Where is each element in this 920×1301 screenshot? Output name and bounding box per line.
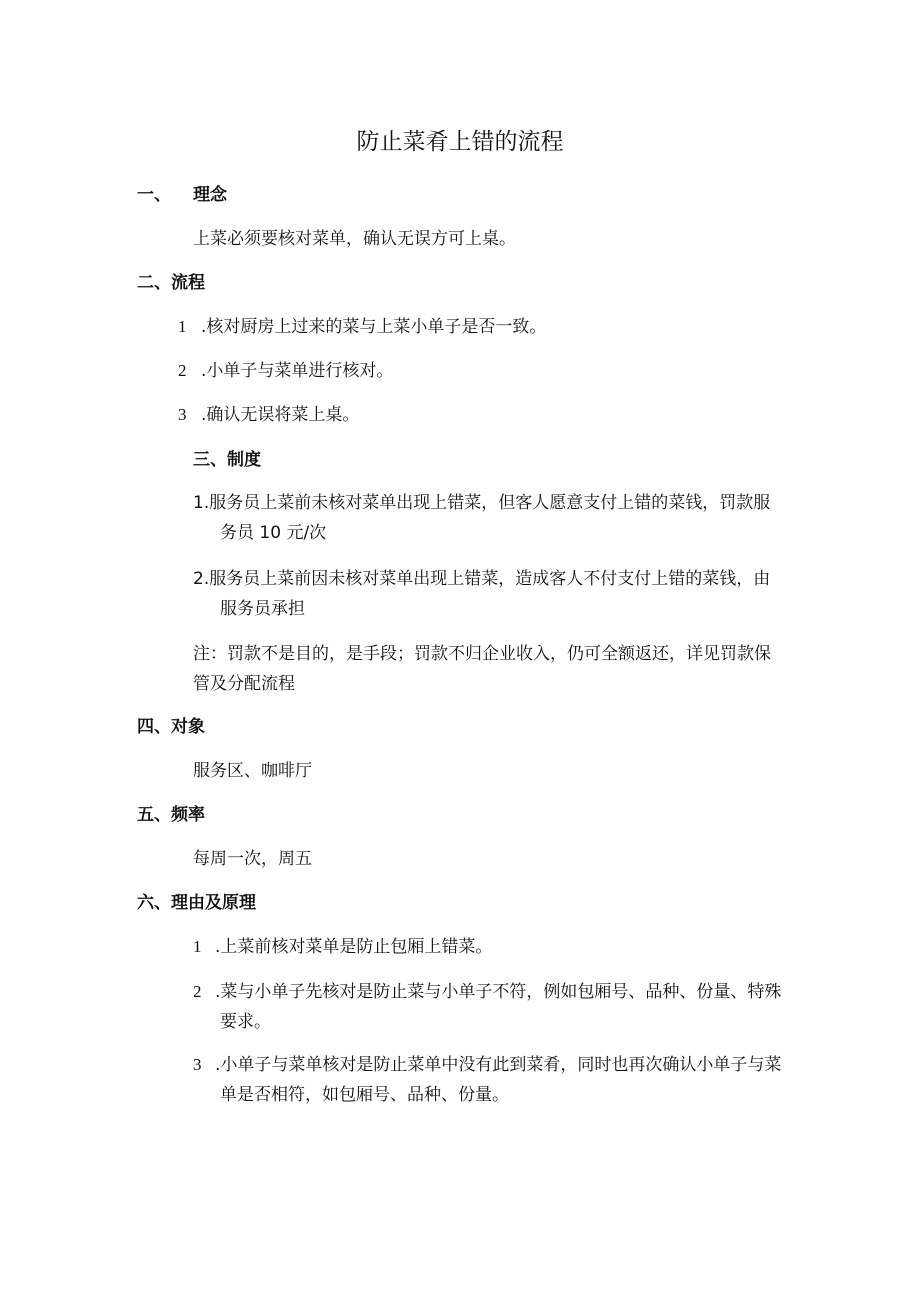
list-item-number: 1 (178, 317, 187, 336)
section-6-heading: 六、理由及原理 (137, 893, 256, 913)
section-1-heading: 理念 (193, 185, 227, 205)
section-5-body: 每周一次，周五 (193, 849, 312, 869)
rule-2-line-2: 服务员承担 (220, 599, 305, 619)
section-4-body: 服务区、咖啡厅 (193, 761, 312, 781)
list-item-number: 1 (193, 937, 202, 956)
document-title: 防止菜肴上错的流程 (356, 129, 564, 155)
list-item-number: 3 (178, 405, 187, 424)
list-item-text: .核对厨房上过来的菜与上菜小单子是否一致。 (201, 317, 547, 337)
list-item-text: .小单子与菜单进行核对。 (201, 361, 394, 381)
section-3-heading: 三、制度 (193, 450, 261, 470)
list-item-text: .小单子与菜单核对是防止菜单中没有此到菜肴，同时也再次确认小单子与菜 (215, 1055, 782, 1075)
note-line-1: 注：罚款不是目的，是手段；罚款不归企业收入，仍可全额返还，详见罚款保 (193, 644, 771, 664)
rule-2-line-1: 2.服务员上菜前因未核对菜单出现上错菜，造成客人不付支付上错的菜钱，由 (193, 569, 771, 589)
list-item-text: .确认无误将菜上桌。 (201, 405, 360, 425)
section-1-number: 一、 (137, 185, 171, 205)
section-5-heading: 五、频率 (137, 805, 205, 825)
list-item-text: .上菜前核对菜单是防止包厢上错菜。 (215, 937, 493, 957)
list-item-number: 3 (193, 1055, 202, 1074)
rule-1-line-2: 务员 10 元/次 (220, 523, 327, 543)
note-line-2: 管及分配流程 (193, 674, 295, 694)
list-item-number: 2 (178, 361, 187, 380)
section-4-heading: 四、对象 (137, 717, 205, 737)
section-1-body: 上菜必须要核对菜单，确认无误方可上桌。 (193, 229, 516, 249)
section-2-heading: 二、流程 (137, 273, 205, 293)
list-item-continuation: 要求。 (220, 1012, 271, 1032)
list-item-text: .菜与小单子先核对是防止菜与小单子不符，例如包厢号、品种、份量、特殊 (215, 982, 782, 1002)
rule-1-line-1: 1.服务员上菜前未核对菜单出现上错菜，但客人愿意支付上错的菜钱，罚款服 (193, 493, 771, 513)
list-item-number: 2 (193, 982, 202, 1001)
list-item-continuation: 单是否相符，如包厢号、品种、份量。 (220, 1085, 509, 1105)
